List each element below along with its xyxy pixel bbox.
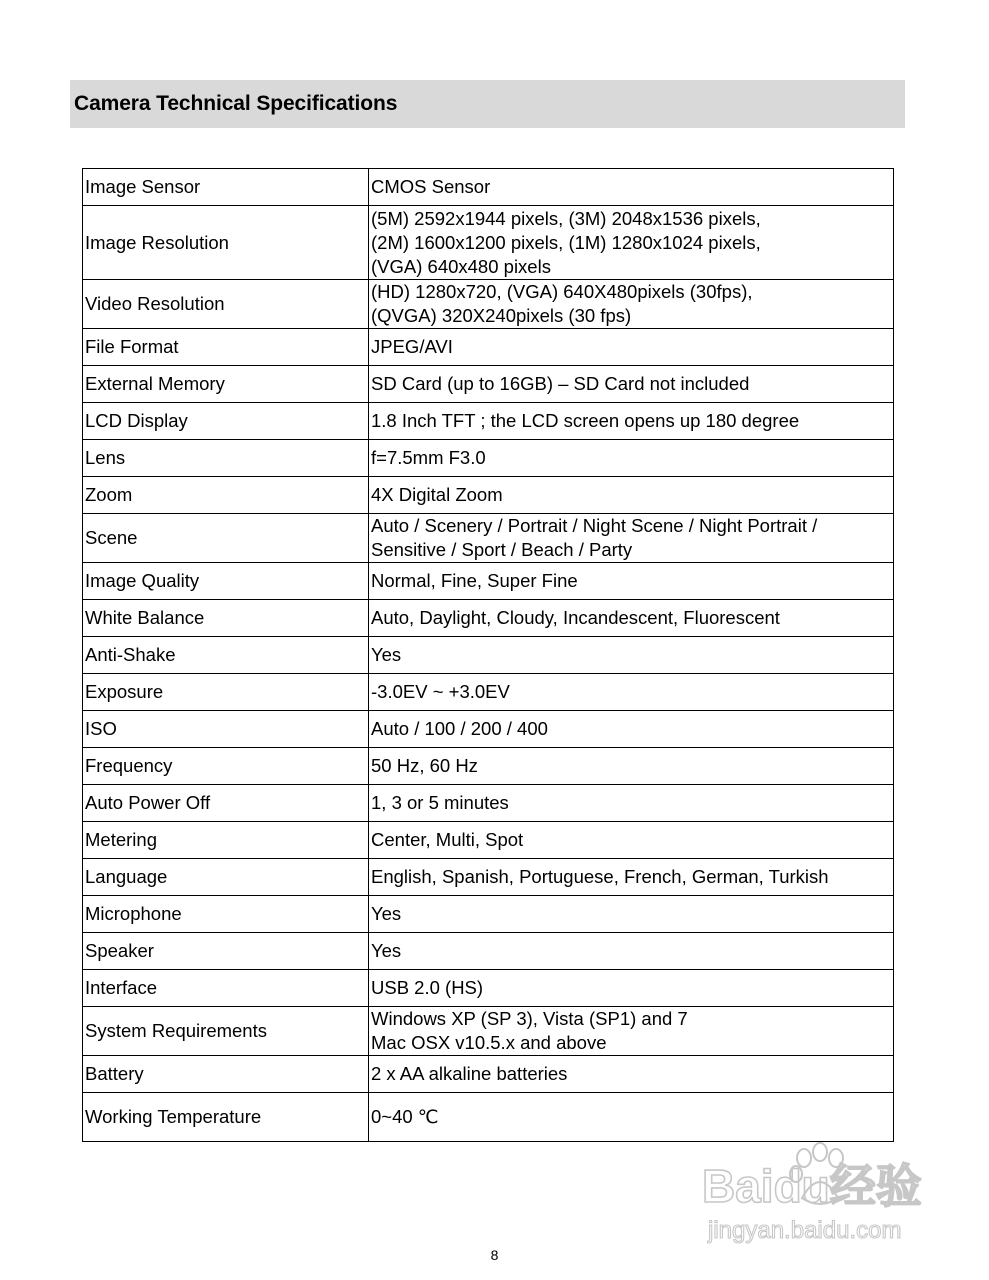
spec-row (83, 970, 894, 1007)
spec-label: System Requirements (83, 1007, 369, 1056)
section-title-bar (70, 80, 905, 128)
spec-row (83, 403, 894, 440)
spec-value (369, 514, 894, 563)
spec-value (369, 403, 894, 440)
spec-value (369, 280, 894, 329)
spec-label: Anti-Shake (83, 637, 369, 674)
specifications-table (82, 168, 894, 1142)
spec-label: Image Quality (83, 563, 369, 600)
spec-value (369, 822, 894, 859)
spec-label: Exposure (83, 674, 369, 711)
spec-value-line: Auto, Daylight, Cloudy, Incandescent, Fluorescent (371, 607, 780, 628)
spec-label: Auto Power Off (83, 785, 369, 822)
spec-value-line: -3.0EV ~ +3.0EV (371, 681, 510, 702)
spec-value-line: (VGA) 640x480 pixels (371, 255, 551, 277)
spec-row (83, 822, 894, 859)
spec-row (83, 366, 894, 403)
spec-label: Scene (83, 514, 369, 563)
spec-row (83, 896, 894, 933)
spec-row (83, 440, 894, 477)
spec-value-line: 0~40 ℃ (371, 1106, 439, 1127)
spec-value (369, 477, 894, 514)
spec-value-line: 50 Hz, 60 Hz (371, 755, 478, 776)
spec-row (83, 280, 894, 329)
spec-label: File Format (83, 329, 369, 366)
spec-label: Speaker (83, 933, 369, 970)
spec-label: Zoom (83, 477, 369, 514)
spec-row (83, 1056, 894, 1093)
spec-value (369, 748, 894, 785)
spec-value-line: English, Spanish, Portuguese, French, German, Turkish (371, 866, 829, 887)
spec-value-line: 1.8 Inch TFT ; the LCD screen opens up 180 degree (371, 410, 800, 431)
spec-label: Frequency (83, 748, 369, 785)
spec-row (83, 1007, 894, 1056)
spec-value-line: Mac OSX v10.5.x and above (371, 1032, 607, 1053)
spec-value (369, 970, 894, 1007)
spec-value-line: 2 x AA alkaline batteries (371, 1063, 568, 1084)
spec-label: Interface (83, 970, 369, 1007)
watermark-brand: Baidu经验 (702, 1160, 922, 1212)
spec-label: Video Resolution (83, 280, 369, 329)
spec-label: Battery (83, 1056, 369, 1093)
spec-row (83, 711, 894, 748)
spec-label: Language (83, 859, 369, 896)
spec-value-line: 1, 3 or 5 minutes (371, 792, 509, 813)
spec-label: Microphone (83, 896, 369, 933)
spec-value (369, 206, 894, 280)
spec-row (83, 1093, 894, 1142)
spec-label: White Balance (83, 600, 369, 637)
spec-row (83, 514, 894, 563)
spec-value-line: Auto / 100 / 200 / 400 (371, 718, 548, 739)
spec-row (83, 206, 894, 280)
spec-row (83, 563, 894, 600)
spec-label: ISO (83, 711, 369, 748)
spec-value-line: f=7.5mm F3.0 (371, 447, 486, 468)
spec-row (83, 477, 894, 514)
spec-value-line: Center, Multi, Spot (371, 829, 524, 850)
spec-value (369, 859, 894, 896)
page-title: Camera Technical Specifications (74, 92, 398, 115)
spec-value (369, 674, 894, 711)
spec-value (369, 1056, 894, 1093)
spec-value (369, 600, 894, 637)
spec-value-line: SD Card (up to 16GB) – SD Card not included (371, 373, 750, 394)
spec-row (83, 637, 894, 674)
spec-value (369, 1093, 894, 1142)
spec-row (83, 748, 894, 785)
spec-label: Metering (83, 822, 369, 859)
watermark-url: jingyan.baidu.com (708, 1217, 902, 1244)
spec-row (83, 600, 894, 637)
spec-value (369, 896, 894, 933)
spec-row (83, 329, 894, 366)
spec-value-line: Windows XP (SP 3), Vista (SP1) and 7 (371, 1008, 688, 1029)
spec-value-line: Auto / Scenery / Portrait / Night Scene / Night Portrait / (371, 515, 818, 536)
spec-value (369, 563, 894, 600)
spec-value-line: Sensitive / Sport / Beach / Party (371, 539, 633, 560)
spec-value (369, 366, 894, 403)
spec-value-line: Yes (371, 940, 402, 961)
spec-value (369, 637, 894, 674)
spec-value-line: Yes (371, 903, 402, 924)
spec-value (369, 440, 894, 477)
spec-value-line: (2M) 1600x1200 pixels, (1M) 1280x1024 pixels, (371, 231, 761, 253)
spec-value-line: 4X Digital Zoom (371, 484, 503, 505)
spec-row (83, 674, 894, 711)
spec-value-line: USB 2.0 (HS) (371, 977, 484, 998)
baidu-jingyan-watermark-icon (698, 1138, 938, 1248)
spec-label: LCD Display (83, 403, 369, 440)
spec-row (83, 785, 894, 822)
spec-row (83, 169, 894, 206)
page-number: 8 (490, 1247, 499, 1263)
spec-value (369, 711, 894, 748)
spec-value-line: Normal, Fine, Super Fine (371, 570, 578, 591)
spec-label: Image Sensor (83, 169, 369, 206)
spec-label: Lens (83, 440, 369, 477)
spec-value (369, 329, 894, 366)
spec-value (369, 933, 894, 970)
spec-value-line: Yes (371, 644, 402, 665)
spec-value-line: (HD) 1280x720, (VGA) 640X480pixels (30fps), (371, 281, 753, 302)
spec-label: Image Resolution (83, 206, 369, 280)
spec-value (369, 1007, 894, 1056)
spec-value-line: JPEG/AVI (371, 336, 453, 357)
spec-value-line: (QVGA) 320X240pixels (30 fps) (371, 305, 632, 326)
spec-row (83, 859, 894, 896)
spec-value-line: CMOS Sensor (371, 176, 491, 197)
spec-label: External Memory (83, 366, 369, 403)
spec-value (369, 169, 894, 206)
spec-label: Working Temperature (83, 1093, 369, 1142)
spec-row (83, 933, 894, 970)
spec-value (369, 785, 894, 822)
spec-value-line: (5M) 2592x1944 pixels, (3M) 2048x1536 pixels, (371, 207, 761, 229)
specifications-table-body (83, 169, 894, 1142)
